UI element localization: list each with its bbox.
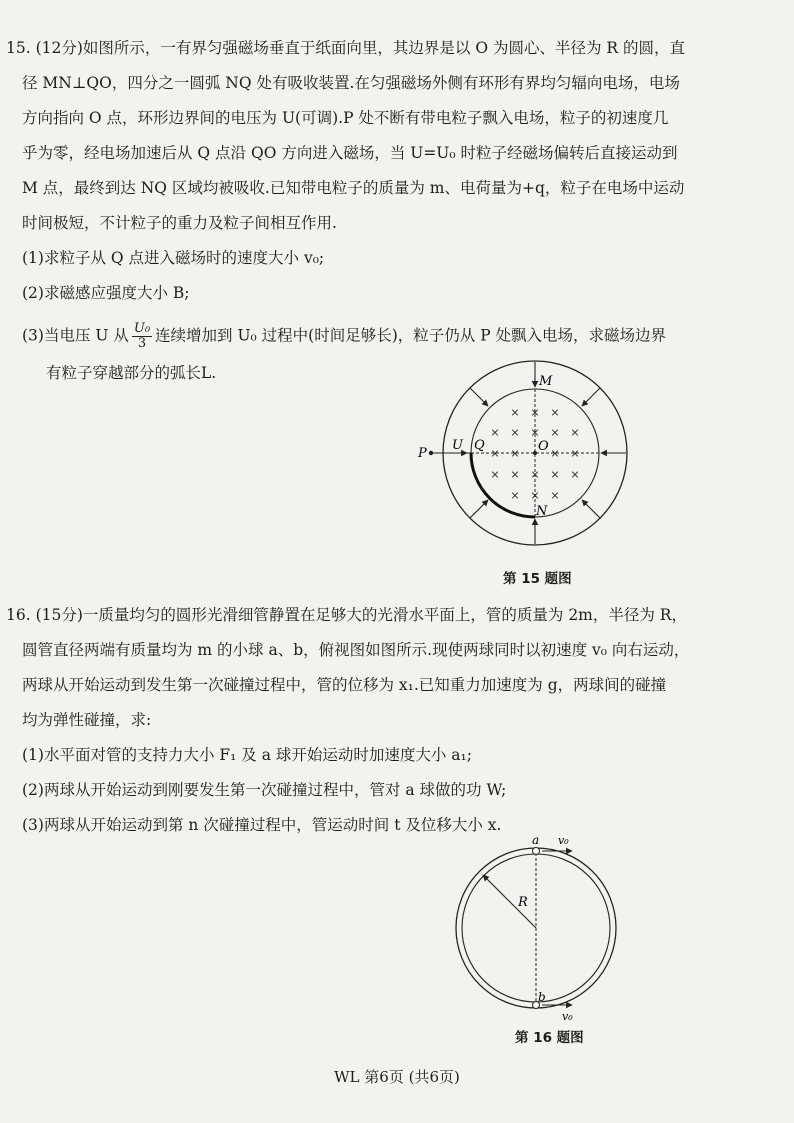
field-arrow-top-right — [582, 388, 600, 406]
field-cross: × — [550, 426, 560, 439]
q15-part-2: (2)求磁感应强度大小 B; — [22, 284, 190, 302]
field-cross: × — [570, 447, 580, 460]
field-cross: × — [510, 406, 520, 419]
field-cross: × — [510, 468, 520, 481]
field-cross: × — [570, 426, 580, 439]
label-a: a — [532, 833, 540, 847]
field-cross: × — [550, 406, 560, 419]
page-footer: WL 第6页 (共6页) — [334, 1068, 460, 1086]
q16-line-4: 均为弹性碰撞，求: — [22, 711, 152, 729]
label-p: P — [418, 446, 427, 461]
q16-line-1: 16. (15分)一质量均匀的圆形光滑细管静置在足够大的光滑水平面上，管的质量为 2m，半径为 R， — [6, 606, 687, 624]
q15-line-5: M 点，最终到达 NQ 区域均被吸收.已知带电粒子的质量为 m、电荷量为+q，粒子在电场中运动 — [22, 179, 685, 197]
label-q: Q — [474, 438, 485, 453]
field-cross: × — [530, 406, 540, 419]
q15-part-3 — [22, 322, 666, 351]
fraction-numerator: U₀ — [133, 321, 151, 336]
field-cross: × — [550, 468, 560, 481]
figure-15-caption: 第 15 题图 — [503, 571, 572, 587]
field-cross: × — [490, 447, 500, 460]
ball-a — [533, 848, 540, 855]
q15-line-2: 径 MN⊥QO，四分之一圆弧 NQ 处有吸收装置.在匀强磁场外侧有环形有界均匀辐向电场，电场 — [22, 74, 680, 92]
field-cross: × — [550, 489, 560, 502]
field-cross: × — [530, 426, 540, 439]
label-v0-bottom: v₀ — [562, 1010, 573, 1022]
label-n: N — [536, 504, 548, 519]
q16-part-2: (2)两球从开始运动到刚要发生第一次碰撞过程中，管对 a 球做的功 W; — [22, 781, 507, 799]
label-v0-top: v₀ — [558, 834, 569, 847]
q15-part-3-continued: 有粒子穿越部分的弧长L. — [46, 364, 217, 382]
figure-16-diagram — [440, 832, 630, 1022]
field-cross: × — [530, 489, 540, 502]
radius-arrow — [483, 875, 536, 928]
figure-16-caption: 第 16 题图 — [515, 1030, 584, 1046]
figure-15-diagram — [415, 360, 655, 570]
field-cross: × — [570, 468, 580, 481]
field-cross: × — [530, 468, 540, 481]
fraction-u0-over-3 — [132, 322, 152, 351]
fraction-denominator: 3 — [137, 336, 147, 351]
label-b: b — [538, 990, 546, 1004]
field-cross: × — [510, 489, 520, 502]
label-r: R — [518, 895, 528, 910]
point-p — [429, 451, 433, 455]
field-cross: × — [510, 447, 520, 460]
field-cross: × — [550, 447, 560, 460]
q15-part-3-end: 连续增加到 U₀ 过程中(时间足够长)，粒子仍从 P 处飘入电场，求磁场边界 — [155, 326, 667, 345]
q15-part-3-start: (3)当电压 U 从 — [22, 326, 129, 345]
label-u: U — [452, 438, 463, 453]
field-cross: × — [510, 426, 520, 439]
q16-line-2: 圆管直径两端有质量均为 m 的小球 a、b，俯视图如图所示.现使两球同时以初速度 v₀ 向右运动， — [22, 641, 690, 659]
q16-part-1: (1)水平面对管的支持力大小 F₁ 及 a 球开始运动时加速度大小 a₁; — [22, 746, 472, 764]
label-m: M — [539, 374, 553, 389]
q15-line-3: 方向指向 O 点，环形边界间的电压为 U(可调).P 处不断有带电粒子飘入电场，粒子的初速度几 — [22, 109, 669, 127]
point-o — [533, 451, 537, 455]
q16-line-3: 两球从开始运动到发生第一次碰撞过程中，管的位移为 x₁.已知重力加速度为 g，两球间的碰撞 — [22, 676, 667, 694]
q15-line-4: 乎为零，经电场加速后从 Q 点沿 QO 方向进入磁场，当 U=U₀ 时粒子经磁场偏转后直接运动到 — [22, 144, 678, 162]
q15-part-1: (1)求粒子从 Q 点进入磁场时的速度大小 v₀; — [22, 249, 325, 267]
q15-line-1: 15. (12分)如图所示，一有界匀强磁场垂直于纸面向里，其边界是以 O 为圆心、半径为 R 的圆，直 — [6, 39, 685, 57]
field-arrow-top-left — [470, 388, 488, 406]
field-arrow-bottom-right — [582, 500, 600, 518]
q15-line-6: 时间极短，不计粒子的重力及粒子间相互作用. — [22, 214, 337, 232]
field-cross: × — [490, 468, 500, 481]
field-cross: × — [490, 426, 500, 439]
field-arrow-bottom-left — [470, 500, 488, 518]
label-o: O — [538, 439, 549, 454]
q16-part-3: (3)两球从开始运动到第 n 次碰撞过程中，管运动时间 t 及位移大小 x. — [22, 816, 502, 834]
